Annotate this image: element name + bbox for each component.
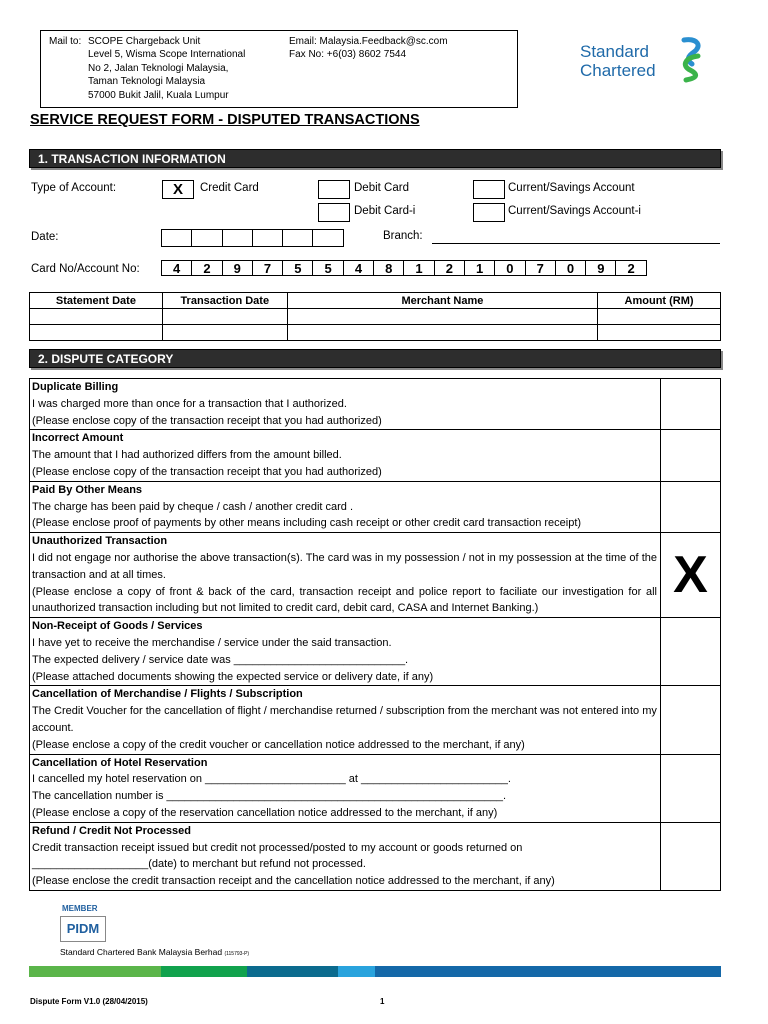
- table-row: [30, 309, 721, 325]
- pidm-bank-name: [60, 947, 249, 957]
- date-box[interactable]: [191, 229, 222, 247]
- dispute-checkbox[interactable]: [661, 481, 721, 532]
- dispute-text: (Please enclose copy of the transaction receipt that you had authorized): [32, 414, 382, 427]
- logo-line-2: Chartered: [580, 61, 656, 80]
- savings-account-label: Current/Savings Account: [508, 182, 635, 194]
- dispute-description: [30, 686, 661, 754]
- dispute-title: Cancellation of Hotel Reservation: [32, 756, 208, 769]
- bank-reg-number: (115793-P): [224, 951, 250, 957]
- table-cell[interactable]: [162, 309, 287, 325]
- dispute-checkbox[interactable]: [661, 686, 721, 754]
- dispute-row-paid-other-means: [30, 481, 721, 532]
- savings-account-i-label: Current/Savings Account-i: [508, 205, 641, 217]
- stripe-segment: [247, 966, 338, 977]
- card-digit[interactable]: 4: [343, 260, 374, 276]
- savings-account-i-checkbox[interactable]: [473, 203, 505, 222]
- logo-line-1: Standard: [580, 42, 649, 61]
- mail-address: [88, 35, 245, 102]
- card-digit[interactable]: 5: [312, 260, 343, 276]
- dispute-description: [30, 481, 661, 532]
- dispute-category-table: [29, 378, 721, 891]
- table-row: [30, 325, 721, 341]
- table-cell[interactable]: [30, 309, 163, 325]
- dispute-description: [30, 430, 661, 481]
- mail-address-box: [40, 30, 518, 108]
- transaction-table: [29, 292, 721, 341]
- mail-line: No 2, Jalan Teknologi Malaysia,: [88, 62, 229, 74]
- column-header: Merchant Name: [287, 293, 597, 309]
- card-digit[interactable]: 9: [222, 260, 253, 276]
- mail-line: Level 5, Wisma Scope International: [88, 49, 246, 61]
- card-digit[interactable]: 8: [373, 260, 404, 276]
- dispute-text: (Please enclose a copy of the reservation cancellation notice addressed to the merchant, if any): [32, 806, 498, 819]
- card-digit[interactable]: 1: [464, 260, 495, 276]
- debit-card-i-label: Debit Card-i: [354, 205, 416, 217]
- column-header: Transaction Date: [162, 293, 287, 309]
- card-digit[interactable]: 5: [282, 260, 313, 276]
- dispute-description: [30, 822, 661, 890]
- stripe-segment: [29, 966, 161, 977]
- stripe-segment: [338, 966, 375, 977]
- mail-to-label: Mail to:: [49, 36, 82, 47]
- standard-chartered-logo: [580, 36, 720, 86]
- dispute-description: [30, 754, 661, 822]
- card-number-label: Card No/Account No:: [31, 263, 140, 275]
- card-digit[interactable]: 7: [525, 260, 556, 276]
- card-digit[interactable]: 0: [494, 260, 525, 276]
- pidm-member-label: MEMBER: [62, 904, 98, 913]
- card-digit[interactable]: 4: [161, 260, 192, 276]
- dispute-text: The charge has been paid by cheque / cash / another credit card .: [32, 500, 354, 513]
- dispute-row-cancellation-merchandise: [30, 686, 721, 754]
- dispute-text: I was charged more than once for a transaction that I authorized.: [32, 397, 347, 410]
- section-2-heading: 2. DISPUTE CATEGORY: [29, 349, 721, 368]
- card-digit[interactable]: 1: [403, 260, 434, 276]
- dispute-description: [30, 379, 661, 430]
- dispute-row-refund: [30, 822, 721, 890]
- dispute-row-non-receipt: [30, 618, 721, 686]
- dispute-title: Non-Receipt of Goods / Services: [32, 620, 203, 633]
- branch-input-line[interactable]: [432, 243, 720, 244]
- date-label: Date:: [31, 231, 59, 243]
- dispute-text: I did not engage nor authorise the above transaction(s). The card was in my possession / not in my possession at the time of the transaction and at all times.: [32, 551, 657, 581]
- column-header: Statement Date: [30, 293, 163, 309]
- account-type-label: Type of Account:: [31, 182, 117, 194]
- table-cell[interactable]: [287, 309, 597, 325]
- logo-mark-icon: [676, 36, 708, 84]
- dispute-title: Duplicate Billing: [32, 381, 119, 393]
- dispute-checkbox[interactable]: [661, 430, 721, 481]
- card-digit[interactable]: 0: [555, 260, 586, 276]
- stripe-segment: [161, 966, 247, 977]
- dispute-text: (Please enclose proof of payments by other means including cash receipt or other credit card transaction receipt): [32, 517, 582, 530]
- dispute-title: Incorrect Amount: [32, 432, 124, 445]
- card-number-boxes[interactable]: [162, 260, 647, 276]
- date-box[interactable]: [282, 229, 313, 247]
- dispute-text: (Please enclose the credit transaction receipt and the cancellation notice addressed to the merchant, if any): [32, 875, 555, 888]
- bank-name: Standard Chartered Bank Malaysia Berhad: [60, 947, 223, 957]
- card-digit[interactable]: 7: [252, 260, 283, 276]
- form-title: SERVICE REQUEST FORM - DISPUTED TRANSACTIONS: [30, 112, 420, 128]
- debit-card-label: Debit Card: [354, 182, 409, 194]
- debit-card-checkbox[interactable]: [318, 180, 350, 199]
- dispute-title: Paid By Other Means: [32, 483, 143, 496]
- stripe-segment: [375, 966, 721, 977]
- table-cell[interactable]: [162, 325, 287, 341]
- dispute-checkbox[interactable]: X: [661, 533, 721, 618]
- dispute-text: I have yet to receive the merchandise / service under the said transaction.: [32, 636, 392, 649]
- date-input-boxes[interactable]: [162, 229, 344, 247]
- page-number: 1: [380, 997, 385, 1006]
- column-header: Amount (RM): [598, 293, 721, 309]
- mail-line: 57000 Bukit Jalil, Kuala Lumpur: [88, 89, 229, 101]
- pidm-member-badge: [60, 904, 280, 960]
- date-box[interactable]: [312, 229, 343, 247]
- dispute-text: I cancelled my hotel reservation on _______________________ at ________________________.: [32, 773, 511, 786]
- dispute-text: (Please attached documents showing the expected service or delivery date, if any): [32, 670, 434, 683]
- section-1-heading: 1. TRANSACTION INFORMATION: [29, 149, 721, 168]
- debit-card-i-checkbox[interactable]: [318, 203, 350, 222]
- savings-account-checkbox[interactable]: [473, 180, 505, 199]
- table-cell[interactable]: [598, 325, 721, 341]
- dispute-row-incorrect-amount: [30, 430, 721, 481]
- dispute-text: The amount that I had authorized differs from the amount billed.: [32, 449, 342, 462]
- date-box[interactable]: [161, 229, 192, 247]
- fax-text: Fax No: +6(03) 8602 7544: [289, 49, 407, 61]
- credit-card-label: Credit Card: [200, 182, 259, 194]
- dispute-text: The cancellation number is _______________________________________________________.: [32, 790, 507, 803]
- branch-label: Branch:: [383, 230, 423, 242]
- credit-card-checkbox[interactable]: X: [162, 180, 194, 199]
- dispute-title: Unauthorized Transaction: [32, 535, 168, 548]
- card-digit[interactable]: 9: [585, 260, 616, 276]
- dispute-text: (Please enclose copy of the transaction receipt that you had authorized): [32, 465, 382, 478]
- date-box[interactable]: [222, 229, 253, 247]
- form-version: Dispute Form V1.0 (28/04/2015): [30, 997, 148, 1006]
- dispute-checkbox[interactable]: [661, 618, 721, 686]
- dispute-description: [30, 618, 661, 686]
- pidm-logo: PIDM: [60, 916, 106, 942]
- dispute-checkbox[interactable]: [661, 379, 721, 430]
- dispute-title: Cancellation of Merchandise / Flights / Subscription: [32, 688, 303, 701]
- card-digit[interactable]: 2: [191, 260, 222, 276]
- dispute-text: The Credit Voucher for the cancellation of flight / merchandise returned / subscription from the merchant was not entered into my account.: [32, 705, 657, 734]
- dispute-row-hotel-cancellation: [30, 754, 721, 822]
- table-header-row: [30, 293, 721, 309]
- table-cell[interactable]: [598, 309, 721, 325]
- brand-color-stripe: [29, 966, 721, 977]
- card-digit[interactable]: 2: [615, 260, 646, 276]
- logo-text: [580, 42, 656, 80]
- dispute-text: The expected delivery / service date was ____________________________.: [32, 653, 409, 666]
- contact-info: [289, 35, 448, 62]
- dispute-row-duplicate-billing: [30, 379, 721, 430]
- date-box[interactable]: [252, 229, 283, 247]
- table-cell[interactable]: [287, 325, 597, 341]
- table-cell[interactable]: [30, 325, 163, 341]
- card-digit[interactable]: 2: [434, 260, 465, 276]
- dispute-title: Refund / Credit Not Processed: [32, 824, 191, 837]
- mail-line: Taman Teknologi Malaysia: [88, 76, 206, 88]
- dispute-checkbox[interactable]: [661, 822, 721, 890]
- dispute-text: Credit transaction receipt issued but credit not processed/posted to my account or goods returned on ___________________(date) to merchant but refund not processed.: [32, 841, 523, 871]
- dispute-checkbox[interactable]: [661, 754, 721, 822]
- email-text: Email: Malaysia.Feedback@sc.com: [289, 36, 448, 47]
- dispute-text: (Please enclose a copy of the credit voucher or cancellation notice addressed to the merchant, if any): [32, 738, 525, 751]
- dispute-row-unauthorized: [30, 533, 721, 618]
- mail-line: SCOPE Chargeback Unit: [88, 36, 201, 47]
- dispute-description: [30, 533, 661, 618]
- dispute-text: (Please enclose a copy of front & back of the card, transaction receipt and police report to faciliate our investigation for all unauthorized transaction including but not limited to credit card, debit card, CASA and Internet Banking.): [32, 585, 657, 615]
